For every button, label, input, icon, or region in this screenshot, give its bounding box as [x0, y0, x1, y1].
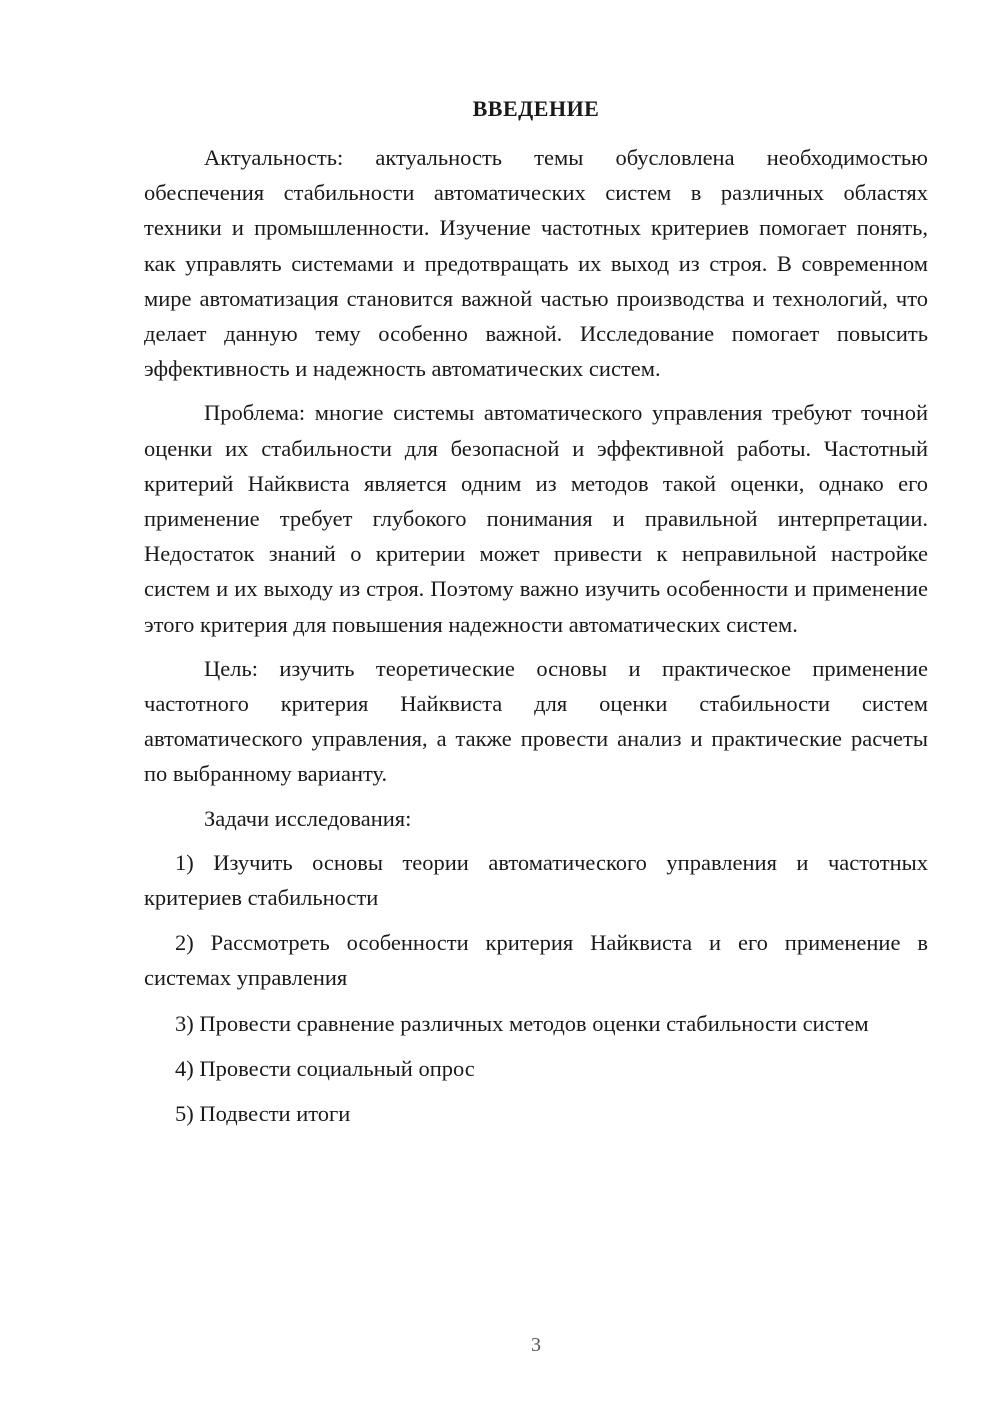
page-title: ВВЕДЕНИЕ [472, 96, 600, 121]
task-item-5: 5) Подвести итоги [175, 1101, 351, 1127]
paragraph-problem: Проблема: многие системы автоматического управления требуют точной оценки их стабильности для безопасной и эффективной работы. Частотный критерий Найквиста является одним из методов такой оценки, однако его применение требует глубокого понимания и правильной интерпретации. Недостаток знаний о критерии может привести к неправильной настройке систем и их выходу из строя. Поэтому важно изучить особенности и применение этого критерия для повышения надежности автоматических систем. [144, 400, 928, 637]
paragraph-relevance: Актуальность: актуальность темы обусловлена необходимостью обеспечения стабильности автоматических систем в различных областях техники и промышленности. Изучение частотных критериев помогает понять, как управлять системами и предотвращать их выход из строя. В современном мире автоматизация становится важной частью производства и технологий, что делает данную тему особенно важной. Исследование помогает повысить эффективность и надежность автоматических систем. [144, 145, 928, 382]
task-item-3: 3) Провести сравнение различных методов оценки стабильности систем [175, 1010, 869, 1036]
task-item-2: 2) Рассмотреть особенности критерия Найквиста и его применение в системах управления [144, 930, 928, 991]
task-item-4: 4) Провести социальный опрос [175, 1055, 475, 1081]
paragraph-goal: Цель: изучить теоретические основы и практическое применение частотного критерия Найквиста для оценки стабильности систем автоматического управления, а также провести анализ и практические расчеты по выбранному варианту. [144, 655, 928, 787]
task-item-1: 1) Изучить основы теории автоматического управления и частотных критериев стабильности [144, 849, 928, 911]
paragraph-tasks-heading: Задачи исследования: [204, 805, 412, 831]
document-body [144, 140, 928, 1141]
page-number: 3 [531, 1334, 541, 1356]
